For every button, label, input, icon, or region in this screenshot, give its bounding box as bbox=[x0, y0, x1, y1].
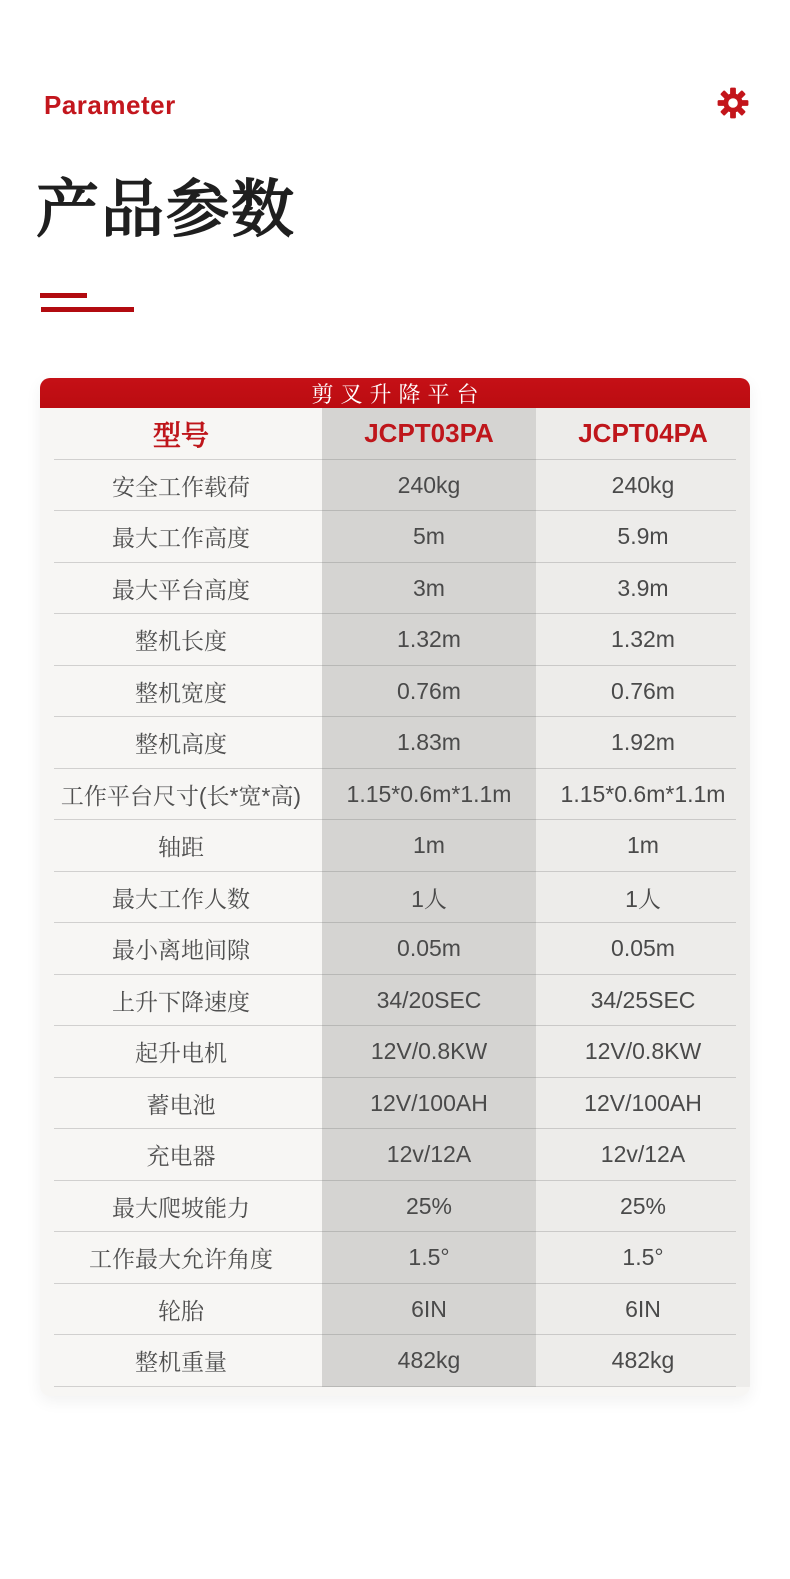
spec-value-jcpt03pa: 5m bbox=[322, 511, 536, 563]
spec-value-jcpt03pa: 1人 bbox=[322, 872, 536, 924]
deco-line-long bbox=[41, 307, 134, 312]
spec-label: 整机长度 bbox=[135, 628, 227, 655]
column-header-jcpt03pa: JCPT03PA bbox=[322, 408, 536, 460]
spec-value-jcpt04pa: 12v/12A bbox=[536, 1129, 750, 1181]
spec-row bbox=[40, 614, 750, 666]
spec-row bbox=[40, 563, 750, 615]
spec-value-jcpt04pa: 25% bbox=[536, 1181, 750, 1233]
spec-row bbox=[40, 460, 750, 512]
spec-label: 整机重量 bbox=[135, 1349, 227, 1376]
spec-value-jcpt04pa: 6IN bbox=[536, 1284, 750, 1336]
spec-label: 最小离地间隙 bbox=[112, 937, 250, 964]
spec-row bbox=[40, 1181, 750, 1233]
spec-value-jcpt04pa: 3.9m bbox=[536, 563, 750, 615]
spec-row bbox=[40, 769, 750, 821]
spec-value-jcpt03pa: 34/20SEC bbox=[322, 975, 536, 1027]
spec-row bbox=[40, 1232, 750, 1284]
section-eyebrow: Parameter bbox=[44, 90, 176, 120]
spec-row bbox=[40, 511, 750, 563]
spec-value-jcpt04pa: 12V/100AH bbox=[536, 1078, 750, 1130]
column-header-model: 型号 bbox=[152, 419, 209, 451]
spec-value-jcpt03pa: 12V/0.8KW bbox=[322, 1026, 536, 1078]
spec-value-jcpt03pa: 240kg bbox=[322, 460, 536, 512]
spec-value-jcpt03pa: 12v/12A bbox=[322, 1129, 536, 1181]
spec-value-jcpt03pa: 3m bbox=[322, 563, 536, 615]
table-title: 剪叉升降平台 bbox=[311, 381, 486, 407]
spec-value-jcpt03pa: 25% bbox=[322, 1181, 536, 1233]
spec-label: 最大工作人数 bbox=[112, 885, 250, 912]
spec-value-jcpt04pa: 1.15*0.6m*1.1m bbox=[536, 769, 750, 821]
spec-row bbox=[40, 975, 750, 1027]
spec-row bbox=[40, 1026, 750, 1078]
spec-rows-container bbox=[40, 460, 750, 1387]
spec-label: 整机宽度 bbox=[135, 679, 227, 706]
spec-table-card bbox=[40, 378, 750, 1396]
spec-label: 充电器 bbox=[146, 1143, 216, 1170]
spec-row bbox=[40, 1129, 750, 1181]
spec-label: 起升电机 bbox=[135, 1040, 227, 1067]
spec-value-jcpt03pa: 6IN bbox=[322, 1284, 536, 1336]
spec-value-jcpt04pa: 1.5° bbox=[536, 1232, 750, 1284]
spec-value-jcpt04pa: 5.9m bbox=[536, 511, 750, 563]
spec-value-jcpt03pa: 1.15*0.6m*1.1m bbox=[322, 769, 536, 821]
spec-value-jcpt03pa: 12V/100AH bbox=[322, 1078, 536, 1130]
spec-value-jcpt03pa: 1.5° bbox=[322, 1232, 536, 1284]
spec-value-jcpt04pa: 240kg bbox=[536, 460, 750, 512]
spec-value-jcpt04pa: 12V/0.8KW bbox=[536, 1026, 750, 1078]
spec-label: 蓄电池 bbox=[146, 1091, 216, 1118]
spec-value-jcpt03pa: 0.05m bbox=[322, 923, 536, 975]
spec-label: 轮胎 bbox=[158, 1297, 204, 1324]
spec-label: 安全工作载荷 bbox=[112, 473, 250, 500]
spec-value-jcpt03pa: 1.83m bbox=[322, 717, 536, 769]
spec-row bbox=[40, 1284, 750, 1336]
spec-value-jcpt03pa: 0.76m bbox=[322, 666, 536, 718]
gear-icon[interactable] bbox=[717, 87, 749, 119]
spec-value-jcpt04pa: 0.05m bbox=[536, 923, 750, 975]
spec-value-jcpt04pa: 34/25SEC bbox=[536, 975, 750, 1027]
spec-row bbox=[40, 1078, 750, 1130]
page-title: 产品参数 bbox=[36, 175, 296, 245]
deco-line-short bbox=[40, 293, 87, 298]
table-title-bar bbox=[40, 378, 750, 408]
spec-row bbox=[40, 717, 750, 769]
spec-label: 上升下降速度 bbox=[112, 988, 250, 1015]
spec-label: 最大工作高度 bbox=[112, 525, 250, 552]
spec-row bbox=[40, 923, 750, 975]
spec-label: 轴距 bbox=[158, 834, 204, 861]
spec-value-jcpt04pa: 1.92m bbox=[536, 717, 750, 769]
spec-label: 最大平台高度 bbox=[112, 576, 250, 603]
spec-value-jcpt04pa: 0.76m bbox=[536, 666, 750, 718]
spec-value-jcpt04pa: 482kg bbox=[536, 1335, 750, 1387]
spec-value-jcpt03pa: 1.32m bbox=[322, 614, 536, 666]
table-header-row bbox=[40, 408, 750, 460]
spec-label: 工作最大允许角度 bbox=[89, 1246, 273, 1273]
spec-row bbox=[40, 1335, 750, 1387]
spec-label: 整机高度 bbox=[135, 731, 227, 758]
spec-value-jcpt04pa: 1m bbox=[536, 820, 750, 872]
spec-row bbox=[40, 666, 750, 718]
spec-value-jcpt03pa: 1m bbox=[322, 820, 536, 872]
spec-value-jcpt04pa: 1人 bbox=[536, 872, 750, 924]
spec-label: 工作平台尺寸(长*宽*高) bbox=[60, 782, 302, 809]
spec-row bbox=[40, 820, 750, 872]
column-header-jcpt04pa: JCPT04PA bbox=[536, 408, 750, 460]
spec-value-jcpt04pa: 1.32m bbox=[536, 614, 750, 666]
spec-label: 最大爬坡能力 bbox=[112, 1194, 250, 1221]
spec-row bbox=[40, 872, 750, 924]
spec-value-jcpt03pa: 482kg bbox=[322, 1335, 536, 1387]
